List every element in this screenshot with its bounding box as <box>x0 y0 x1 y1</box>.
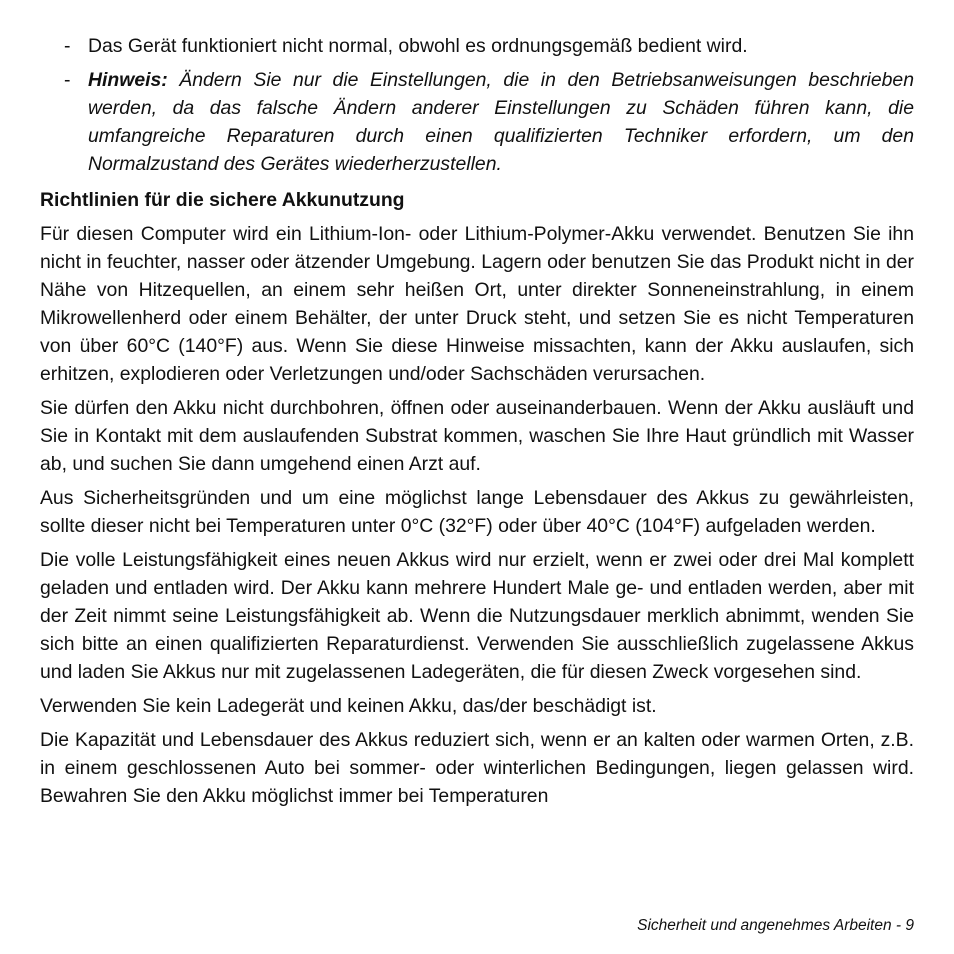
paragraph: Die Kapazität und Lebensdauer des Akkus reduziert sich, wenn er an kalten oder warmen Orten, z.B. in einem geschlossenen Auto bei sommer- oder winterlichen Bedingungen, liegen gelassen wird. Bewahren Sie den Akku möglichst immer bei Temperaturen <box>40 729 914 807</box>
bullet-item <box>40 32 914 60</box>
paragraph: Verwenden Sie kein Ladegerät und keinen Akku, das/der beschädigt ist. <box>40 695 657 717</box>
paragraph: Die volle Leistungsfähigkeit eines neuen Akkus wird nur erzielt, wenn er zwei oder drei Mal komplett geladen und entladen wird. Der Akku kann mehrere Hundert Male ge- und entladen werden, aber mit der Zeit nimmt seine Leistungsfähigkeit ab. Wenn die Nutzungsdauer merklich abnimmt, wenden Sie sich bitte an einen qualifizierten Reparaturdienst. Verwenden Sie ausschließlich zugelassene Akkus und laden Sie Akkus nur mit zugelassenen Ladegeräten, die für diesen Zweck vorgesehen sind. <box>40 549 914 683</box>
paragraph: Aus Sicherheitsgründen und um eine möglichst lange Lebensdauer des Akkus zu gewährleisten, sollte dieser nicht bei Temperaturen unter 0°C (32°F) oder über 40°C (104°F) aufgeladen werden. <box>40 487 914 537</box>
section-heading: Richtlinien für die sichere Akkunutzung <box>40 189 405 211</box>
note-text: Ändern Sie nur die Einstellungen, die in den Betriebsanweisungen beschrieben werden, da das falsche Ändern anderer Einstellungen zu Schäden führen kann, die umfangreiche Reparaturen durch einen qualifizierten Techniker erfordern, um den Normalzustand des Gerätes wiederherzustellen. <box>88 69 914 175</box>
page-footer: Sicherheit und angenehmes Arbeiten - 9 <box>637 917 914 934</box>
bullet-text: Das Gerät funktioniert nicht normal, obwohl es ordnungsgemäß bedient wird. <box>88 35 748 57</box>
paragraph: Für diesen Computer wird ein Lithium-Ion- oder Lithium-Polymer-Akku verwendet. Benutzen Sie ihn nicht in feuchter, nasser oder ätzender Umgebung. Lagern oder benutzen Sie das Produkt nicht in der Nähe von Hitzequellen, an einem sehr heißen Ort, unter direkter Sonneneinstrahlung, in einem Mikrowellenherd oder einem Behälter, der unter Druck steht, und setzen Sie es nicht Temperaturen von über 60°C (140°F) aus. Wenn Sie diese Hinweise missachten, kann der Akku auslaufen, sich erhitzen, explodieren oder Verletzungen und/oder Sachschäden verursachen. <box>40 223 914 385</box>
bullet-list <box>40 32 914 178</box>
paragraph: Sie dürfen den Akku nicht durchbohren, öffnen oder auseinanderbauen. Wenn der Akku ausläuft und Sie in Kontakt mit dem auslaufenden Substrat kommen, waschen Sie Ihre Haut gründlich mit Wasser ab, und suchen Sie dann umgehend einen Arzt auf. <box>40 397 914 475</box>
bullet-dash: - <box>64 35 71 57</box>
note-bullet-item <box>40 66 914 178</box>
bullet-dash: - <box>64 69 71 91</box>
document-page <box>40 32 914 816</box>
note-label: Hinweis: <box>88 69 168 91</box>
note-body <box>88 69 914 175</box>
